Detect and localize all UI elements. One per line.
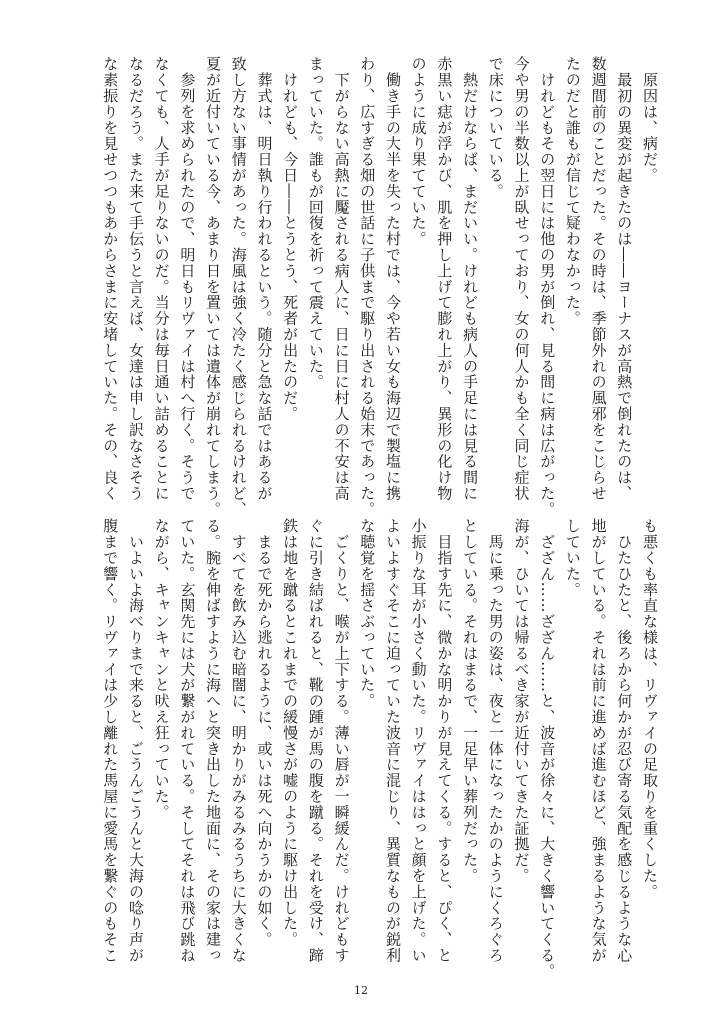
text-line: 致し方ない事情があった。海風は強く冷たく感じられるけれど、 [229, 56, 248, 518]
text-line: な聴覚を揺さぶっていた。 [358, 518, 377, 709]
text-line: 鉄は地を蹴るとこれまでの緩慢さが嘘のように駆け出した。 [281, 518, 300, 948]
text-line: けれどもその翌日には他の男が倒れ、見る間に病は広がった。 [538, 56, 557, 518]
text-line: ひたひたと、後ろから何かが忍び寄る気配を感じるような心 [615, 518, 634, 964]
text-line: 海が、ひいては帰るべき家が近付いてきた証拠だ。 [512, 518, 531, 884]
text-line: いよいよ海べりまで来ると、ごうんごうんと大海の唸り声が [126, 518, 145, 964]
top-text-block [96, 56, 662, 518]
text-line: る。腕を伸ばすように海へと突き出した地面に、その家は建っ [204, 518, 223, 964]
text-line: で床についている。 [486, 56, 505, 200]
text-line: わり、広すぎる畑の世話に子供まで駆り出される始末であった。 [358, 56, 377, 518]
text-line: まっていた。誰もが回復を祈って震えていた。 [306, 56, 325, 390]
text-line: 腹まで響く。リヴァイは少し離れた馬屋に愛馬を繋ぐのもそこ [101, 518, 120, 964]
text-line: していた。 [563, 518, 582, 598]
text-line: 最初の異変が起きたのは――ヨーナスが高熱で倒れたのは、 [615, 56, 634, 502]
text-line: 下がらない高熱に魘される病人に、日に日に村人の不安は高 [332, 56, 351, 502]
text-line: としている。それはまるで、一足早い葬列だった。 [461, 518, 480, 884]
text-line: ざざん……ざざん……と、波音が徐々に、大きく響いてくる。 [538, 518, 557, 980]
text-line: 参列を求められたので、明日もリヴァイは村へ行く。そうで [178, 56, 197, 502]
text-line: 夏が近付いている今、あまり日を置いては遺体が崩れてしまう。 [204, 56, 223, 518]
text-line: ぐに引き結ばれると、靴の踵が馬の腹を蹴る。それを受け、蹄 [306, 518, 325, 964]
text-line: 数週間前のことだった。その時は、季節外れの風邪をこじらせ [589, 56, 608, 502]
text-line: 今や男の半数以上が臥せっており、女の何人かも全く同じ症状 [512, 56, 531, 502]
text-line: 小振りな耳が小さく動いた。リヴァイははっと顔を上げた。い [409, 518, 428, 964]
text-line: ながら、キャンキャンと吠え狂っていた。 [152, 518, 171, 821]
text-line: ていた。玄関先には犬が繋がれている。そしてそれは飛び跳ね [178, 518, 197, 964]
page-number: 12 [354, 984, 368, 997]
text-line: まるで死から逃れるように、或いは死へ向かうかの如く。 [255, 518, 274, 948]
text-line: 熱だけならば、まだいい。けれども病人の手足には見る間に [461, 56, 480, 502]
text-line: 馬に乗った男の姿は、夜と一体になったかのようにくろぐろ [486, 518, 505, 964]
text-line: よいよすぐそこに迫っていた波音に混じり、異質なものが鋭利 [383, 518, 402, 964]
text-line: たのだと誰もが信じて疑わなかった。 [563, 56, 582, 327]
text-line: なくても、人手が足りないのだ。当分は毎日通い詰めることに [152, 56, 171, 502]
bottom-text-block [96, 518, 662, 980]
text-line: 目指す先に、微かな明かりが見えてくる。すると、ぴく、と [435, 518, 454, 964]
text-line: 葬式は、明日執り行われるという。随分と急な話ではあるが [255, 56, 274, 502]
text-line: 地がしている。それは前に進めば進むほど、強まるような気が [589, 518, 608, 964]
text-line: けれども、今日――とうとう、死者が出たのだ。 [281, 56, 300, 422]
text-line: のように成り果てていた。 [409, 56, 428, 247]
text-line: 赤黒い痣が浮かび、肌を押し上げて膨れ上がり、異形の化け物 [435, 56, 454, 502]
text-line: も悪くも率直な様は、リヴァイの足取りを重くした。 [641, 518, 659, 900]
text-line: すべてを飲み込む暗闇に、明かりがみるみるうちに大きくな [229, 518, 248, 964]
text-line: な素振りを見せつつもあからさまに安堵していた。その、良く [101, 56, 120, 502]
text-line: 働き手の大半を失った村では、今や若い女も海辺で製塩に携 [383, 56, 402, 502]
text-line: ごくりと、喉が上下する。薄い唇が一瞬緩んだ。けれどもす [332, 518, 351, 964]
text-line: 原因は、病だ。 [641, 56, 659, 184]
text-line: なるだろう。また来て手伝うと言えば、女達は申し訳なさそう [126, 56, 145, 502]
